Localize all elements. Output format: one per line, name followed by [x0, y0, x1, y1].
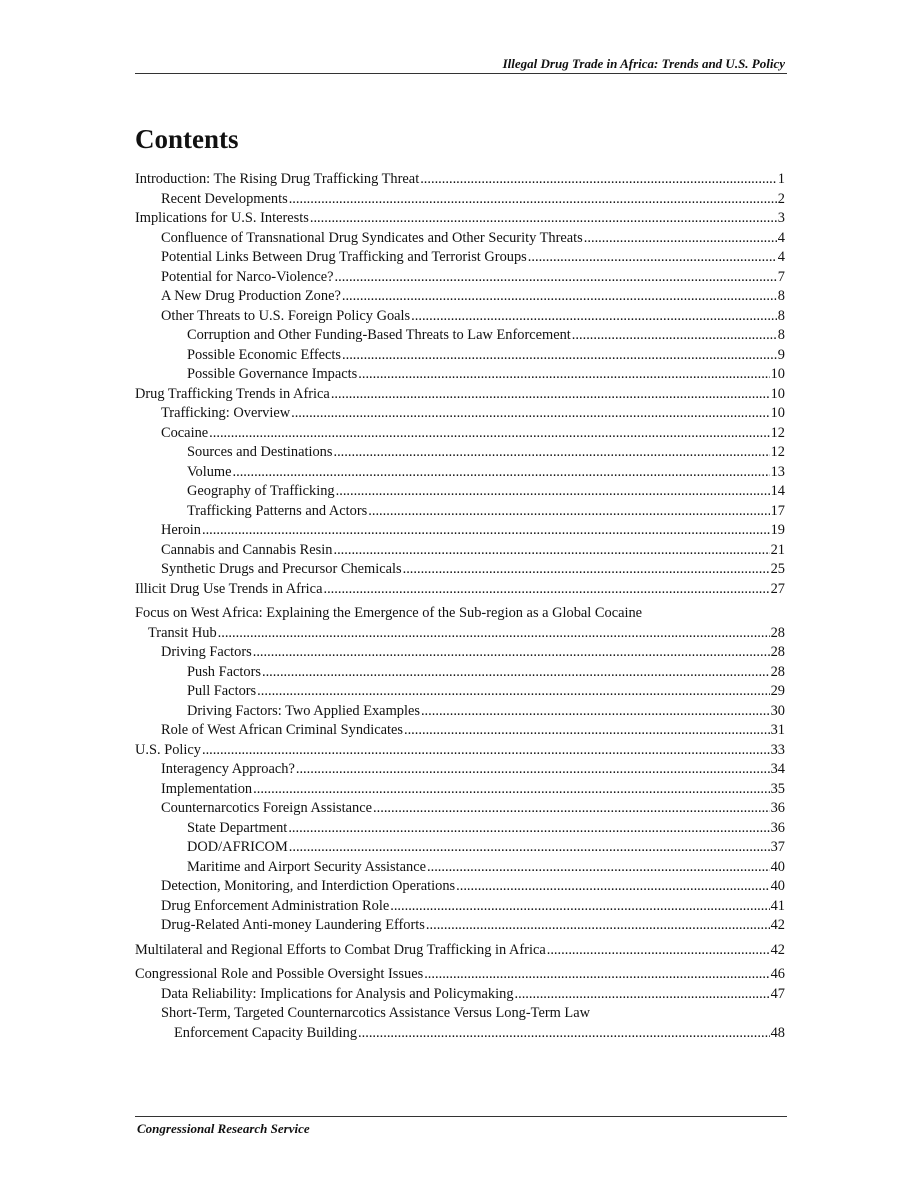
- toc-entry[interactable]: A New Drug Production Zone? ..... 8: [135, 287, 785, 307]
- toc-entry[interactable]: Possible Governance Impacts ..... 10: [135, 365, 785, 385]
- toc-entry[interactable]: Congressional Role and Possible Oversight Issues ..... 46: [135, 965, 785, 985]
- toc-entry[interactable]: Synthetic Drugs and Precursor Chemicals ..... 25: [135, 560, 785, 580]
- toc-entry[interactable]: Data Reliability: Implications for Analysis and Policymaking ..... 47: [135, 985, 785, 1005]
- toc-entry[interactable]: Drug Trafficking Trends in Africa ..... 10: [135, 385, 785, 405]
- header-rule: [135, 73, 787, 74]
- toc-entry-line1: Short-Term, Targeted Counternarcotics Assistance Versus Long-Term Law: [161, 1005, 590, 1021]
- toc-entry[interactable]: DOD/AFRICOM ..... 37: [135, 838, 785, 858]
- toc-entry[interactable]: Introduction: The Rising Drug Trafficking Threat ..... 1: [135, 170, 785, 190]
- toc-entry[interactable]: Multilateral and Regional Efforts to Combat Drug Trafficking in Africa ..... 42: [135, 941, 785, 961]
- toc-entry[interactable]: Push Factors ..... 28: [135, 663, 785, 683]
- toc-entry[interactable]: Role of West African Criminal Syndicates ..... 31: [135, 721, 785, 741]
- toc-entry[interactable]: Corruption and Other Funding-Based Threats to Law Enforcement ..... 8: [135, 326, 785, 346]
- toc-entry[interactable]: Potential Links Between Drug Trafficking and Terrorist Groups ..... 4: [135, 248, 785, 268]
- toc-entry[interactable]: Recent Developments ..... 2: [135, 190, 785, 210]
- toc-entry[interactable]: Driving Factors: Two Applied Examples ..... 30: [135, 702, 785, 722]
- toc-entry[interactable]: Volume ..... 13: [135, 463, 785, 483]
- toc-entry[interactable]: Confluence of Transnational Drug Syndicates and Other Security Threats ..... 4: [135, 229, 785, 249]
- toc-entry[interactable]: Cocaine ..... 12: [135, 424, 785, 444]
- footer-rule: [135, 1116, 787, 1117]
- toc-entry-line2: Transit Hub ..... 28: [135, 624, 785, 644]
- toc-entry[interactable]: Sources and Destinations ..... 12: [135, 443, 785, 463]
- toc-entry-line1: Focus on West Africa: Explaining the Emergence of the Sub-region as a Global Cocaine: [135, 605, 643, 621]
- toc-entry-multiline[interactable]: [135, 604, 785, 643]
- toc-entry-line2: Enforcement Capacity Building ..... 48: [135, 1024, 785, 1044]
- toc-entry[interactable]: Illicit Drug Use Trends in Africa ..... 27: [135, 580, 785, 600]
- page-footer: Congressional Research Service: [137, 1121, 310, 1136]
- toc-entry[interactable]: Geography of Trafficking ..... 14: [135, 482, 785, 502]
- table-of-contents: [135, 170, 785, 1043]
- toc-entry[interactable]: Implementation ..... 35: [135, 780, 785, 800]
- toc-entry[interactable]: Detection, Monitoring, and Interdiction Operations ..... 40: [135, 877, 785, 897]
- toc-entry[interactable]: Drug-Related Anti-money Laundering Efforts ..... 42: [135, 916, 785, 936]
- toc-entry[interactable]: Implications for U.S. Interests ..... 3: [135, 209, 785, 229]
- page-title: Contents: [135, 124, 239, 154]
- toc-entry-multiline[interactable]: [135, 1004, 785, 1043]
- toc-entry[interactable]: Other Threats to U.S. Foreign Policy Goals ..... 8: [135, 307, 785, 327]
- toc-entry[interactable]: Driving Factors ..... 28: [135, 643, 785, 663]
- toc-entry[interactable]: Trafficking: Overview ..... 10: [135, 404, 785, 424]
- toc-entry[interactable]: State Department ..... 36: [135, 819, 785, 839]
- running-header: Illegal Drug Trade in Africa: Trends and U.S. Policy: [502, 56, 785, 71]
- toc-entry[interactable]: Maritime and Airport Security Assistance ..... 40: [135, 858, 785, 878]
- toc-entry[interactable]: Pull Factors ..... 29: [135, 682, 785, 702]
- toc-entry[interactable]: Cannabis and Cannabis Resin ..... 21: [135, 541, 785, 561]
- toc-entry[interactable]: Potential for Narco-Violence? ..... 7: [135, 268, 785, 288]
- toc-entry[interactable]: Trafficking Patterns and Actors ..... 17: [135, 502, 785, 522]
- toc-entry[interactable]: Drug Enforcement Administration Role ..... 41: [135, 897, 785, 917]
- toc-entry[interactable]: U.S. Policy ..... 33: [135, 741, 785, 761]
- toc-entry[interactable]: Counternarcotics Foreign Assistance ..... 36: [135, 799, 785, 819]
- toc-entry[interactable]: Heroin ..... 19: [135, 521, 785, 541]
- toc-entry[interactable]: Interagency Approach? ..... 34: [135, 760, 785, 780]
- toc-entry[interactable]: Possible Economic Effects ..... 9: [135, 346, 785, 366]
